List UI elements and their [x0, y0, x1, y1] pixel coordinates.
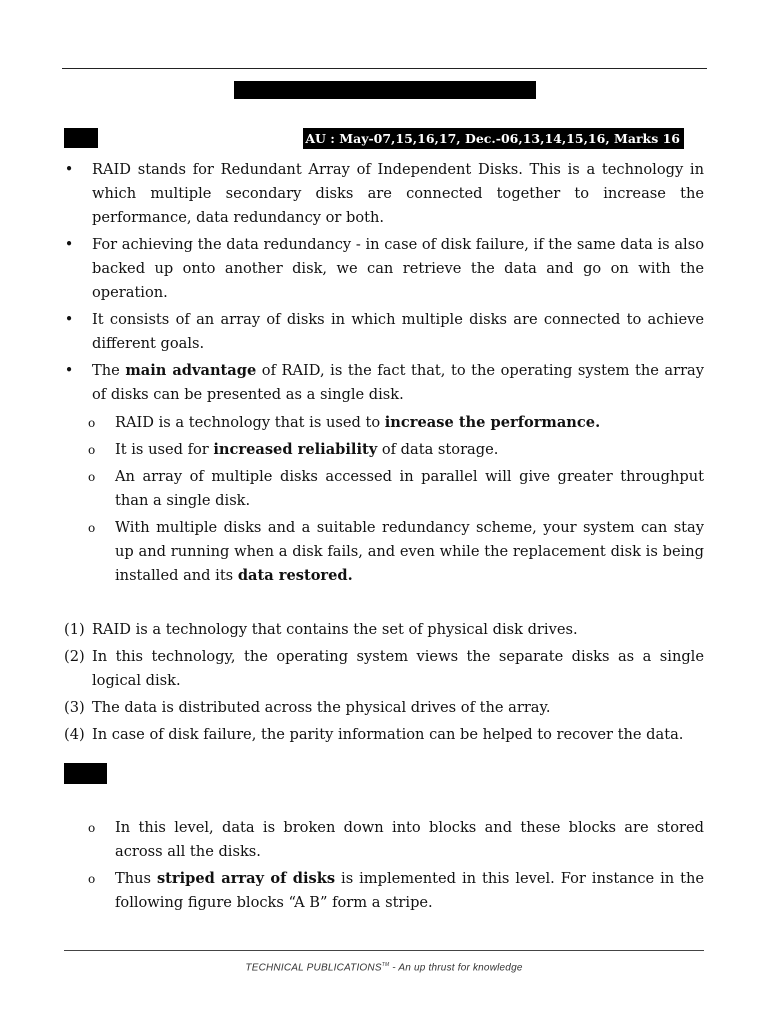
sub-bullet-list-1 — [64, 411, 704, 591]
list-item — [64, 816, 704, 864]
item-number: (3) — [64, 699, 85, 716]
item-text: In this technology, the operating system views the separate disks as a single logical disk. — [92, 648, 704, 689]
item-text: It is used for — [115, 441, 214, 458]
list-item — [64, 465, 704, 513]
redacted-section-title — [234, 81, 536, 99]
list-item — [64, 516, 704, 588]
numbered-item — [64, 645, 704, 693]
bullet-mark: • — [64, 161, 74, 178]
intro-bullet-list — [64, 158, 704, 410]
header-rule — [62, 68, 707, 69]
item-text: With multiple disks and a suitable redundancy scheme, your system can stay up and running when a disk fails, and even while the replacement disk is being installed and its — [115, 519, 704, 584]
list-item — [64, 438, 704, 462]
footer-rule — [64, 950, 704, 951]
emphasis-text: data restored. — [237, 567, 353, 584]
item-text: The data is distributed across the physical drives of the array. — [92, 699, 551, 716]
item-text: It consists of an array of disks in which multiple disks are connected to achieve different goals. — [92, 311, 704, 352]
emphasis-text: main advantage — [125, 362, 257, 379]
sub-bullet-mark: o — [88, 521, 96, 535]
item-text: RAID is a technology that contains the set of physical disk drives. — [92, 621, 578, 638]
item-text: of RAID, is the fact that, to the operating system the array of disks can be presented as a single disk. — [92, 362, 704, 403]
item-number: (1) — [64, 621, 85, 638]
sub-bullet-list-2 — [64, 816, 704, 918]
item-text: RAID stands for Redundant Array of Independent Disks. This is a technology in which multiple secondary disks are connected together to increase the performance, data redundancy or both. — [92, 161, 704, 226]
sub-bullet-mark: o — [88, 470, 96, 484]
list-item — [64, 308, 704, 356]
redacted-subsection-heading — [64, 763, 107, 784]
emphasis-text: increased reliability — [213, 441, 378, 458]
emphasis-text: striped array of disks — [156, 870, 336, 887]
item-text: The — [92, 362, 126, 379]
list-item — [64, 867, 704, 915]
bullet-mark: • — [64, 362, 74, 379]
item-number: (2) — [64, 648, 85, 665]
item-text: of data storage. — [377, 441, 499, 458]
publisher-name: TECHNICAL PUBLICATIONS — [245, 962, 382, 974]
list-item — [64, 411, 704, 435]
numbered-item — [64, 618, 704, 642]
numbered-list — [64, 618, 704, 750]
item-text: For achieving the data redundancy - in case of disk failure, if the same data is also backed up onto another disk, we can retrieve the data and go on with the operation. — [92, 236, 704, 301]
exam-reference-tag: AU : May-07,15,16,17, Dec.-06,13,14,15,16, Marks 16 — [303, 128, 684, 149]
trademark-mark: TM — [381, 962, 390, 968]
sub-bullet-mark: o — [88, 821, 96, 835]
redacted-question-number — [64, 128, 98, 148]
publisher-tagline: - An up thrust for knowledge — [389, 962, 523, 974]
bullet-mark: • — [64, 311, 74, 328]
page-footer — [0, 962, 768, 973]
emphasis-text: increase the performance. — [384, 414, 601, 431]
item-text: is implemented in this level. For instance in the following figure blocks “A B” form a stripe. — [115, 870, 704, 911]
list-item — [64, 359, 704, 407]
sub-bullet-mark: o — [88, 872, 96, 886]
sub-bullet-mark: o — [88, 443, 96, 457]
item-text: In case of disk failure, the parity information can be helped to recover the data. — [92, 726, 684, 743]
item-number: (4) — [64, 726, 85, 743]
item-text: RAID is a technology that is used to — [115, 414, 385, 431]
item-text: Thus — [115, 870, 157, 887]
numbered-item — [64, 696, 704, 720]
numbered-item — [64, 723, 704, 747]
bullet-mark: • — [64, 236, 74, 253]
item-text: An array of multiple disks accessed in parallel will give greater throughput than a single disk. — [115, 468, 704, 509]
list-item — [64, 158, 704, 230]
list-item — [64, 233, 704, 305]
sub-bullet-mark: o — [88, 416, 96, 430]
item-text: In this level, data is broken down into blocks and these blocks are stored across all the disks. — [115, 819, 704, 860]
